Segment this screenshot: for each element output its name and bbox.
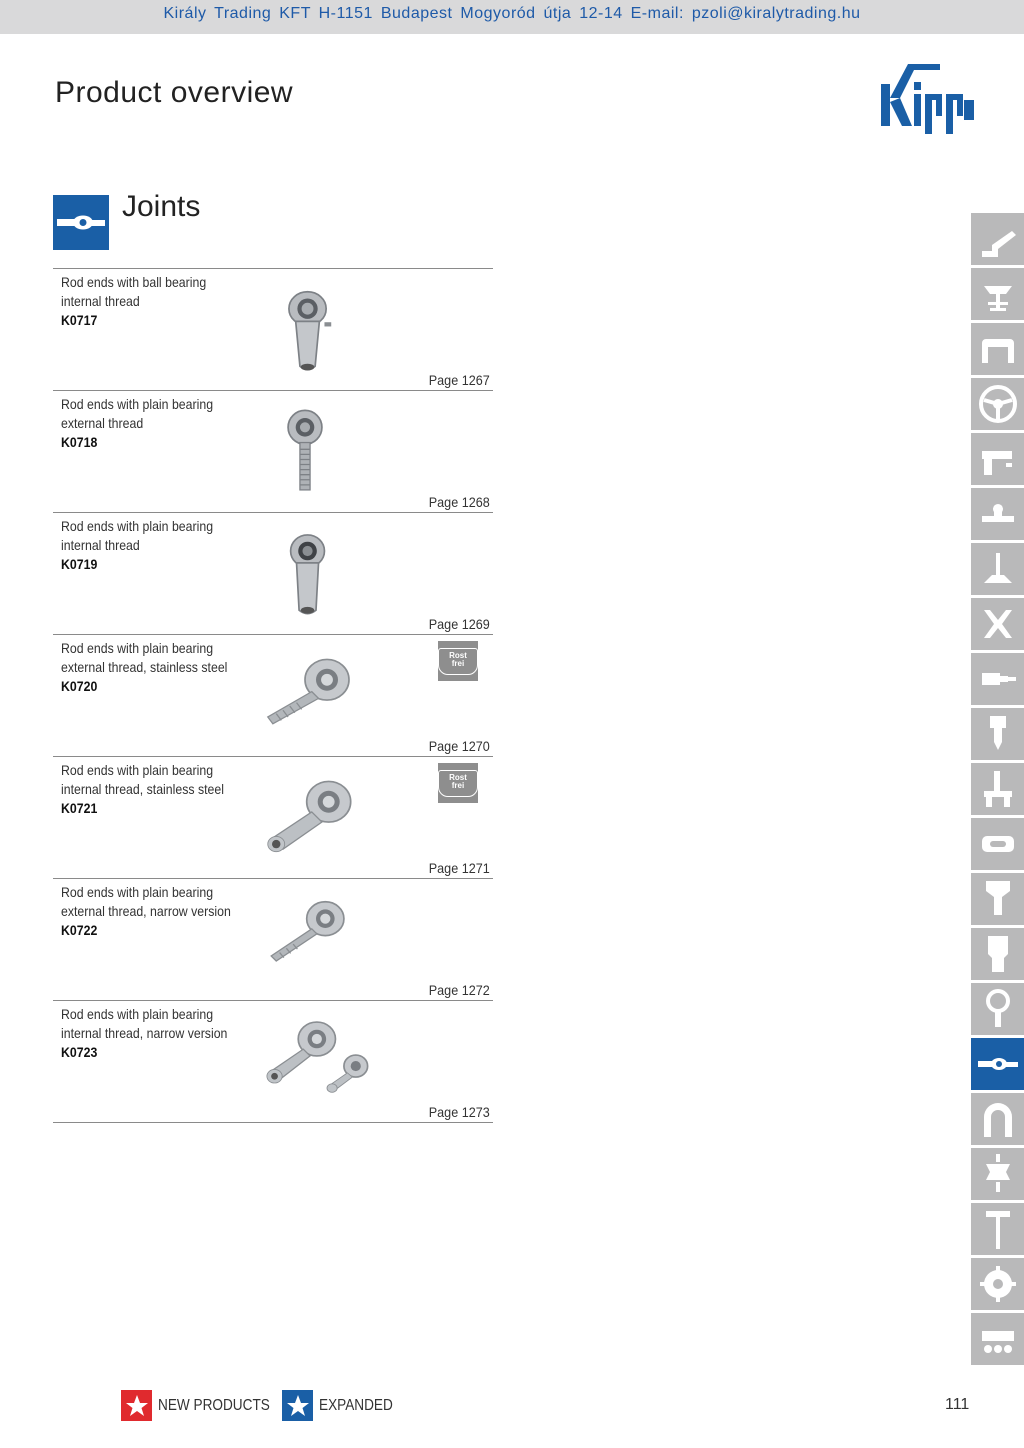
lifting-eye-icon xyxy=(976,987,1020,1031)
product-code: K0722 xyxy=(61,922,98,938)
product-description xyxy=(61,639,227,696)
product-code: K0723 xyxy=(61,1044,98,1060)
product-variant: internal thread xyxy=(61,537,140,553)
category-tab[interactable] xyxy=(971,433,1024,485)
category-tab[interactable] xyxy=(971,873,1024,925)
page-reference-link[interactable]: Page 1269 xyxy=(429,616,490,632)
page-reference-link[interactable]: Page 1268 xyxy=(429,494,490,510)
category-tab[interactable] xyxy=(971,1203,1024,1255)
category-tab[interactable] xyxy=(971,1313,1024,1365)
ball-lock-pin-icon xyxy=(976,877,1020,921)
leveling-foot-icon xyxy=(976,547,1020,591)
stainless-badge-icon xyxy=(438,641,478,681)
legend-new-products: NEW PRODUCTS xyxy=(158,1396,270,1414)
page-title: Product overview xyxy=(55,76,294,109)
category-tab[interactable] xyxy=(971,763,1024,815)
clamp-lever-icon xyxy=(976,437,1020,481)
product-name: Rod ends with plain bearing xyxy=(61,396,214,412)
category-tab[interactable] xyxy=(971,213,1024,265)
product-image xyxy=(261,397,371,505)
product-row[interactable] xyxy=(53,634,493,756)
lever-icon xyxy=(976,217,1020,261)
category-side-tabs xyxy=(971,213,1024,1368)
product-description xyxy=(61,883,231,940)
product-description xyxy=(61,395,213,452)
star-icon xyxy=(121,1390,152,1421)
category-tab[interactable] xyxy=(971,323,1024,375)
legend-expanded: EXPANDED xyxy=(319,1396,393,1414)
product-image xyxy=(261,519,371,627)
page-number: 111 xyxy=(945,1396,970,1413)
toggle-clamp-icon xyxy=(976,767,1020,811)
product-image xyxy=(261,885,371,993)
product-description xyxy=(61,517,213,574)
joint-section-icon xyxy=(53,195,109,250)
product-name: Rod ends with plain bearing xyxy=(61,884,214,900)
conveyor-icon xyxy=(976,1317,1020,1361)
quick-release-pin-icon xyxy=(976,932,1020,976)
page-reference-link[interactable]: Page 1271 xyxy=(429,860,490,876)
star-icon xyxy=(282,1390,313,1421)
product-image xyxy=(261,275,371,383)
product-name: Rod ends with ball bearing xyxy=(61,274,207,290)
star-grip-icon xyxy=(976,602,1020,646)
product-image xyxy=(261,641,371,749)
product-code: K0720 xyxy=(61,678,98,694)
stainless-badge-label: Rost frei xyxy=(438,648,478,675)
product-row[interactable] xyxy=(53,512,493,634)
product-variant: external thread, narrow version xyxy=(61,903,231,919)
stainless-badge-label: Rost frei xyxy=(438,770,478,797)
product-description xyxy=(61,761,224,818)
product-image xyxy=(261,1007,371,1115)
slot-icon xyxy=(976,822,1020,866)
product-name: Rod ends with plain bearing xyxy=(61,1006,214,1022)
product-name: Rod ends with plain bearing xyxy=(61,518,214,534)
positioning-icon xyxy=(976,1262,1020,1306)
category-tab[interactable] xyxy=(971,983,1024,1035)
product-name: Rod ends with plain bearing xyxy=(61,640,214,656)
category-tab[interactable] xyxy=(971,653,1024,705)
category-tab[interactable] xyxy=(971,488,1024,540)
category-tab[interactable] xyxy=(971,708,1024,760)
category-tab[interactable] xyxy=(971,1258,1024,1310)
product-variant: external thread xyxy=(61,415,144,431)
product-code: K0718 xyxy=(61,434,98,450)
product-variant: internal thread, stainless steel xyxy=(61,781,224,797)
product-image xyxy=(261,763,371,871)
category-tab[interactable] xyxy=(971,818,1024,870)
joint-icon xyxy=(976,1042,1020,1086)
kipp-logo xyxy=(878,62,978,136)
header-contact: Király Trading KFT H-1151 Budapest Mogyoród útja 12-14 E-mail: pzoli@kiralytrading.hu xyxy=(163,5,861,22)
product-variant: internal thread xyxy=(61,293,140,309)
product-description xyxy=(61,1005,227,1062)
product-variant: external thread, stainless steel xyxy=(61,659,228,675)
product-code: K0717 xyxy=(61,312,98,328)
stainless-badge-icon xyxy=(438,763,478,803)
category-tab[interactable] xyxy=(971,928,1024,980)
page-reference-link[interactable]: Page 1270 xyxy=(429,738,490,754)
product-row[interactable] xyxy=(53,268,493,390)
latch-icon xyxy=(976,712,1020,756)
product-row[interactable] xyxy=(53,756,493,878)
plunger-icon xyxy=(976,657,1020,701)
magnet-icon xyxy=(976,1097,1020,1141)
category-tab[interactable] xyxy=(971,1148,1024,1200)
handwheel-icon xyxy=(976,382,1020,426)
product-description xyxy=(61,273,206,330)
spring-icon xyxy=(976,1152,1020,1196)
category-tab[interactable] xyxy=(971,598,1024,650)
product-name: Rod ends with plain bearing xyxy=(61,762,214,778)
page-reference-link[interactable]: Page 1273 xyxy=(429,1104,490,1120)
product-row[interactable] xyxy=(53,390,493,512)
category-tab[interactable] xyxy=(971,543,1024,595)
category-tab[interactable] xyxy=(971,1093,1024,1145)
header-contact-bar xyxy=(0,0,1024,34)
page-reference-link[interactable]: Page 1267 xyxy=(429,372,490,388)
product-code: K0721 xyxy=(61,800,98,816)
handle-icon xyxy=(976,327,1020,371)
category-tab[interactable] xyxy=(971,378,1024,430)
product-row[interactable] xyxy=(53,878,493,1000)
section-title: Joints xyxy=(122,190,201,223)
page-reference-link[interactable]: Page 1272 xyxy=(429,982,490,998)
legend xyxy=(121,1390,427,1421)
category-tab[interactable] xyxy=(971,268,1024,320)
knob-icon xyxy=(976,272,1020,316)
product-variant: internal thread, narrow version xyxy=(61,1025,228,1041)
category-tab[interactable] xyxy=(971,1038,1024,1090)
product-list xyxy=(53,268,493,1123)
product-row[interactable] xyxy=(53,1000,493,1123)
indexing-icon xyxy=(976,492,1020,536)
product-code: K0719 xyxy=(61,556,98,572)
threaded-pin-icon xyxy=(976,1207,1020,1251)
